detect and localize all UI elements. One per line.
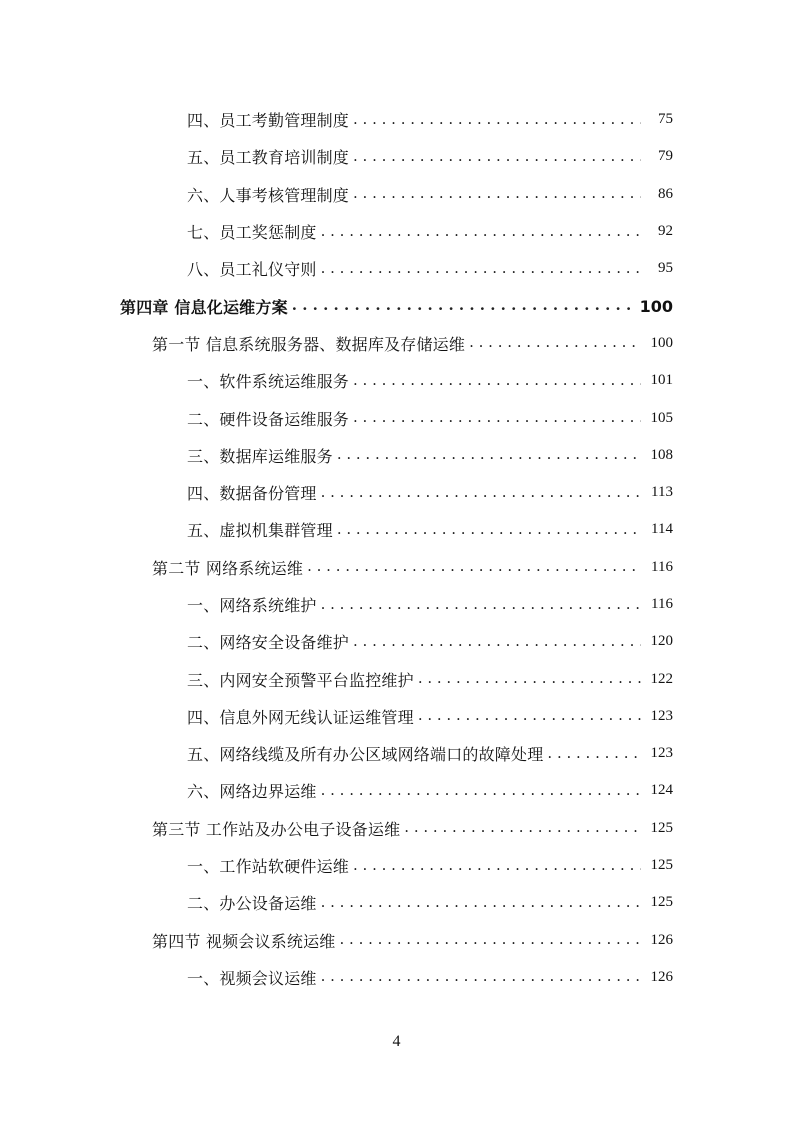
toc-entry[interactable] xyxy=(0,213,793,250)
toc-entry-page: 124 xyxy=(650,782,673,799)
toc-entry[interactable] xyxy=(0,362,793,399)
toc-entry-title: 二、办公设备运维 xyxy=(187,894,317,914)
toc-entry-page: 113 xyxy=(651,484,673,501)
dot-leader xyxy=(353,856,641,874)
dot-leader xyxy=(321,967,641,985)
toc-entry-title: 第二节 网络系统运维 xyxy=(152,558,304,578)
dot-leader xyxy=(337,520,641,538)
toc-entry-page: 100 xyxy=(650,334,673,351)
dot-leader xyxy=(321,483,641,501)
toc-entry-title: 三、数据库运维服务 xyxy=(187,446,333,466)
toc-entry[interactable] xyxy=(0,101,793,138)
dot-leader xyxy=(307,557,641,575)
toc-section-entry[interactable] xyxy=(0,325,793,362)
dot-leader xyxy=(353,632,641,650)
toc-entry-title: 八、员工礼仪守则 xyxy=(187,260,317,280)
toc-entry-page: 125 xyxy=(650,819,673,836)
dot-leader xyxy=(353,147,641,165)
toc-entry-title: 二、硬件设备运维服务 xyxy=(187,409,350,429)
toc-entry-page: 126 xyxy=(650,968,673,985)
toc-section-entry[interactable] xyxy=(0,810,793,847)
toc-entry[interactable] xyxy=(0,698,793,735)
page-number: 4 xyxy=(392,1033,401,1050)
toc-entry-title: 五、网络线缆及所有办公区域网络端口的故障处理 xyxy=(187,745,544,765)
toc-section-entry[interactable] xyxy=(0,549,793,586)
toc-entry-title: 四、信息外网无线认证运维管理 xyxy=(187,707,414,727)
toc-entry-page: 123 xyxy=(650,745,673,762)
dot-leader xyxy=(418,669,641,687)
toc-entry-page: 100 xyxy=(639,296,673,316)
toc-entry[interactable] xyxy=(0,623,793,660)
toc-entry-title: 第一节 信息系统服务器、数据库及存储运维 xyxy=(152,334,466,354)
toc-entry-page: 114 xyxy=(651,521,673,538)
dot-leader xyxy=(353,408,641,426)
toc-chapter-entry[interactable] xyxy=(0,287,793,324)
toc-entry-title: 四、员工考勤管理制度 xyxy=(187,111,350,131)
dot-leader xyxy=(418,706,641,724)
dot-leader xyxy=(321,781,641,799)
table-of-contents xyxy=(0,101,793,996)
toc-entry-page: 120 xyxy=(650,633,673,650)
toc-entry-page: 116 xyxy=(651,558,673,575)
toc-entry-title: 六、人事考核管理制度 xyxy=(187,185,350,205)
dot-leader xyxy=(353,184,641,202)
dot-leader xyxy=(353,371,641,389)
toc-entry[interactable] xyxy=(0,772,793,809)
dot-leader xyxy=(547,744,641,762)
toc-entry-title: 一、网络系统维护 xyxy=(187,596,317,615)
toc-entry[interactable] xyxy=(0,959,793,996)
toc-entry[interactable] xyxy=(0,250,793,287)
toc-entry-page: 122 xyxy=(650,670,673,687)
dot-leader xyxy=(340,930,642,948)
toc-entry-title: 五、员工教育培训制度 xyxy=(187,148,350,168)
toc-entry[interactable] xyxy=(0,474,793,511)
toc-entry-title: 二、网络安全设备维护 xyxy=(187,633,350,653)
toc-entry[interactable] xyxy=(0,884,793,921)
dot-leader xyxy=(353,110,641,128)
toc-entry-page: 108 xyxy=(650,446,673,463)
toc-entry-title: 一、工作站软硬件运维 xyxy=(187,857,350,877)
toc-entry-title: 五、虚拟机集群管理 xyxy=(187,521,333,541)
toc-entry-title: 六、网络边界运维 xyxy=(187,782,317,802)
toc-entry[interactable] xyxy=(0,437,793,474)
dot-leader xyxy=(404,818,641,836)
toc-entry[interactable] xyxy=(0,138,793,175)
toc-entry-page: 79 xyxy=(658,148,673,165)
dot-leader xyxy=(321,893,641,911)
toc-entry[interactable] xyxy=(0,399,793,436)
toc-entry-title: 七、员工奖惩制度 xyxy=(187,223,317,243)
dot-leader xyxy=(321,222,641,240)
toc-entry-page: 86 xyxy=(658,185,673,202)
toc-entry[interactable] xyxy=(0,176,793,213)
toc-entry-page: 116 xyxy=(651,596,673,612)
dot-leader xyxy=(337,445,641,463)
dot-leader xyxy=(321,259,641,277)
toc-entry-title: 四、数据备份管理 xyxy=(187,484,317,504)
toc-section-entry[interactable] xyxy=(0,922,793,959)
dot-leader xyxy=(321,595,641,613)
toc-entry[interactable] xyxy=(0,735,793,772)
toc-entry[interactable] xyxy=(0,660,793,697)
toc-entry[interactable] xyxy=(0,511,793,548)
toc-entry-title: 第四节 视频会议系统运维 xyxy=(152,931,336,951)
toc-entry-page: 123 xyxy=(650,707,673,724)
toc-entry-page: 75 xyxy=(658,111,673,128)
toc-entry-page: 101 xyxy=(650,372,673,389)
toc-entry-page: 105 xyxy=(650,409,673,426)
toc-entry-page: 92 xyxy=(658,223,673,240)
toc-entry-page: 125 xyxy=(650,857,673,874)
toc-entry-title: 第四章 信息化运维方案 xyxy=(120,297,288,317)
toc-entry-title: 第三节 工作站及办公电子设备运维 xyxy=(152,819,401,839)
toc-entry-page: 95 xyxy=(658,260,673,277)
toc-entry-page: 125 xyxy=(650,894,673,911)
dot-leader xyxy=(469,333,641,351)
toc-entry-page: 126 xyxy=(650,931,673,948)
toc-entry-title: 一、软件系统运维服务 xyxy=(187,372,350,392)
dot-leader xyxy=(292,296,636,314)
toc-entry-title: 一、视频会议运维 xyxy=(187,968,317,988)
toc-entry[interactable] xyxy=(0,586,793,623)
toc-entry-title: 三、内网安全预警平台监控维护 xyxy=(187,670,414,690)
toc-entry[interactable] xyxy=(0,847,793,884)
